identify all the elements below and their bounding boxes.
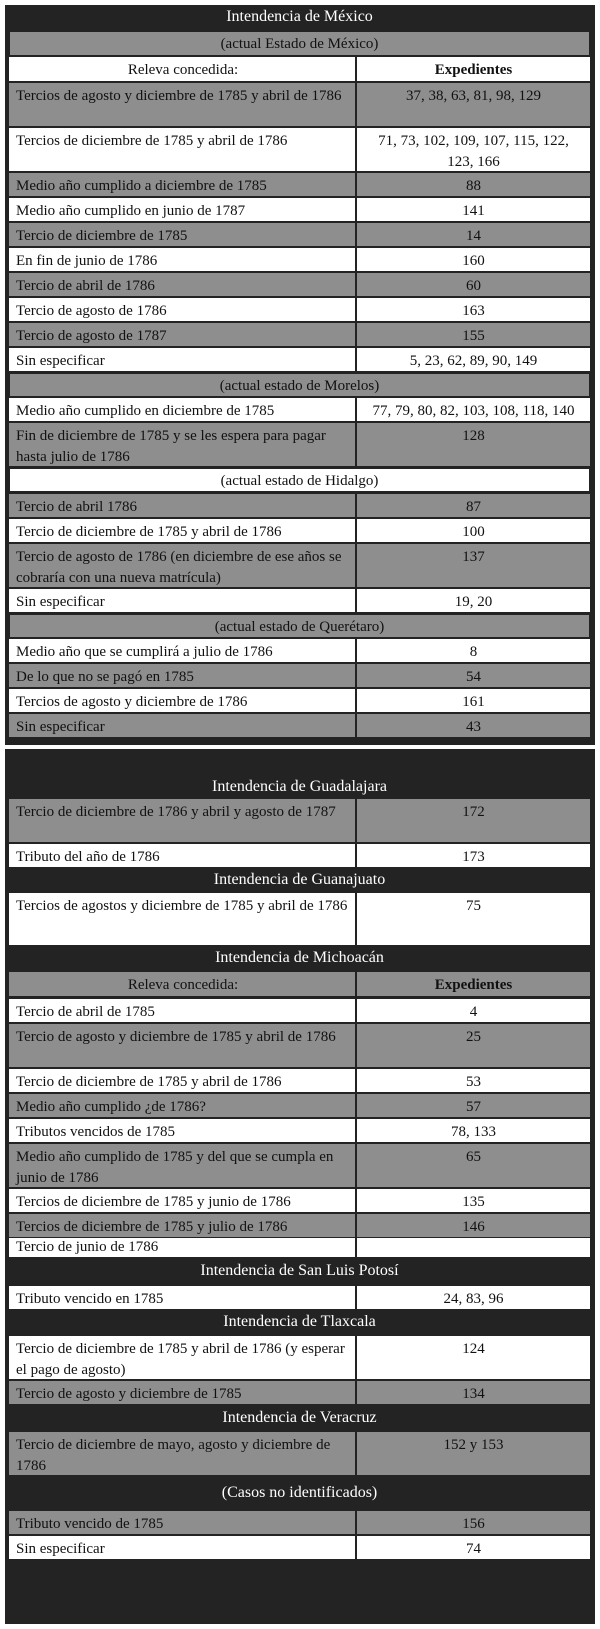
- column-header-row: [9, 972, 590, 996]
- header-text: Intendencia de México: [9, 5, 590, 30]
- table-row: Tercio de agosto y diciembre de 1785 134: [9, 1381, 590, 1404]
- table-row: Medio año cumplido de 1785 y del que se cumpla en junio de 1786 65: [9, 1144, 590, 1187]
- header-intendencia-veracruz: Intendencia de Veracruz: [9, 1406, 590, 1431]
- table-row: Tercio de diciembre de 1785 y abril de 1786 (y esperar el pago de agosto) 124: [9, 1336, 590, 1379]
- table-row: Tercio de diciembre de 1785 y abril de 1786 100: [9, 519, 590, 542]
- table-row: Tercio de junio de 1786: [9, 1238, 590, 1257]
- table-row: Tercio de diciembre de mayo, agosto y diciembre de 1786 152 y 153: [9, 1432, 590, 1475]
- column-header-releva: Releva concedida:: [9, 57, 355, 81]
- subheader-morelos: (actual estado de Morelos): [9, 373, 590, 397]
- table-row: Tercios de agosto y diciembre de 1785 y abril de 1786 37, 38, 63, 81, 98, 129: [9, 83, 590, 126]
- table-row: Tercio de diciembre de 1785 14: [9, 223, 590, 246]
- table-row: Fin de diciembre de 1785 y se les espera para pagar hasta julio de 1786 128: [9, 423, 590, 466]
- table-row: Tercio de diciembre de 1785 y abril de 1786 53: [9, 1069, 590, 1092]
- table-row: De lo que no se pagó en 1785 54: [9, 664, 590, 687]
- table-row: Tercio de diciembre de 1786 y abril y agosto de 1787 172: [9, 799, 590, 842]
- subheader-hidalgo: (actual estado de Hidalgo): [9, 468, 590, 492]
- table-row: Medio año cumplido ¿de 1786? 57: [9, 1094, 590, 1117]
- column-header-releva: Releva concedida:: [9, 972, 355, 996]
- table-row: Tributos vencidos de 1785 78, 133: [9, 1119, 590, 1142]
- table-row: Medio año cumplido en diciembre de 1785 77, 79, 80, 82, 103, 108, 118, 140: [9, 398, 590, 421]
- table-row: Tercios de diciembre de 1785 y abril de 1786 71, 73, 102, 109, 107, 115, 122, 123, 166: [9, 128, 590, 171]
- column-header-expedientes: Expedientes: [357, 57, 590, 81]
- subheader-queretaro: (actual estado de Querétaro): [9, 614, 590, 638]
- table-row: Medio año cumplido a diciembre de 1785 88: [9, 173, 590, 196]
- table-row: Tercios de agosto y diciembre de 1786 161: [9, 689, 590, 712]
- subheader-estado-mexico: (actual Estado de México): [9, 31, 590, 56]
- table-row: Tercio de agosto de 1787 155: [9, 323, 590, 346]
- table-row: Tercio de agosto y diciembre de 1785 y abril de 1786 25: [9, 1024, 590, 1067]
- table-row: Medio año cumplido en junio de 1787 141: [9, 198, 590, 221]
- header-intendencia-san-luis-potosi: Intendencia de San Luis Potosí: [9, 1259, 590, 1284]
- header-intendencia-tlaxcala: Intendencia de Tlaxcala: [9, 1310, 590, 1335]
- table-row: Sin especificar 19, 20: [9, 589, 590, 612]
- table-row: Tercios de diciembre de 1785 y junio de 1786 135: [9, 1189, 590, 1212]
- table-row: Tercio de abril de 1785 4: [9, 999, 590, 1022]
- table-row: Medio año que se cumplirá a julio de 1786 8: [9, 639, 590, 662]
- table-intendencia-mexico: [5, 5, 595, 745]
- table-row: Tercio de abril 1786 87: [9, 494, 590, 517]
- table-row: Tributo del año de 1786 173: [9, 844, 590, 867]
- table-row: Sin especificar 43: [9, 714, 590, 737]
- header-intendencia-michoacan: Intendencia de Michoacán: [9, 946, 590, 971]
- table-row: Sin especificar 5, 23, 62, 89, 90, 149: [9, 348, 590, 371]
- column-header-expedientes: Expedientes: [357, 972, 590, 996]
- table-row: Sin especificar 74: [9, 1536, 590, 1559]
- header-intendencia-mexico: [9, 5, 590, 30]
- table-row: Tributo vencido en 1785 24, 83, 96: [9, 1286, 590, 1309]
- table-row: Tercio de abril de 1786 60: [9, 273, 590, 296]
- column-header-row: [9, 57, 590, 81]
- table-otras-intendencias: [5, 749, 595, 1624]
- table-row: En fin de junio de 1786 160: [9, 248, 590, 271]
- header-casos-no-identificados: (Casos no identificados): [9, 1477, 590, 1509]
- table-row: Tributo vencido de 1785 156: [9, 1511, 590, 1534]
- header-intendencia-guadalajara: Intendencia de Guadalajara: [9, 773, 590, 799]
- table-row: Tercio de agosto de 1786 163: [9, 298, 590, 321]
- table-row: Tercio de agosto de 1786 (en diciembre de ese años se cobraría con una nueva matrícula) 137: [9, 544, 590, 587]
- table-row: Tercios de agostos y diciembre de 1785 y abril de 1786 75: [9, 893, 590, 945]
- header-intendencia-guanajuato: Intendencia de Guanajuato: [9, 868, 590, 893]
- table-row: Tercios de diciembre de 1785 y julio de 1786 146: [9, 1214, 590, 1237]
